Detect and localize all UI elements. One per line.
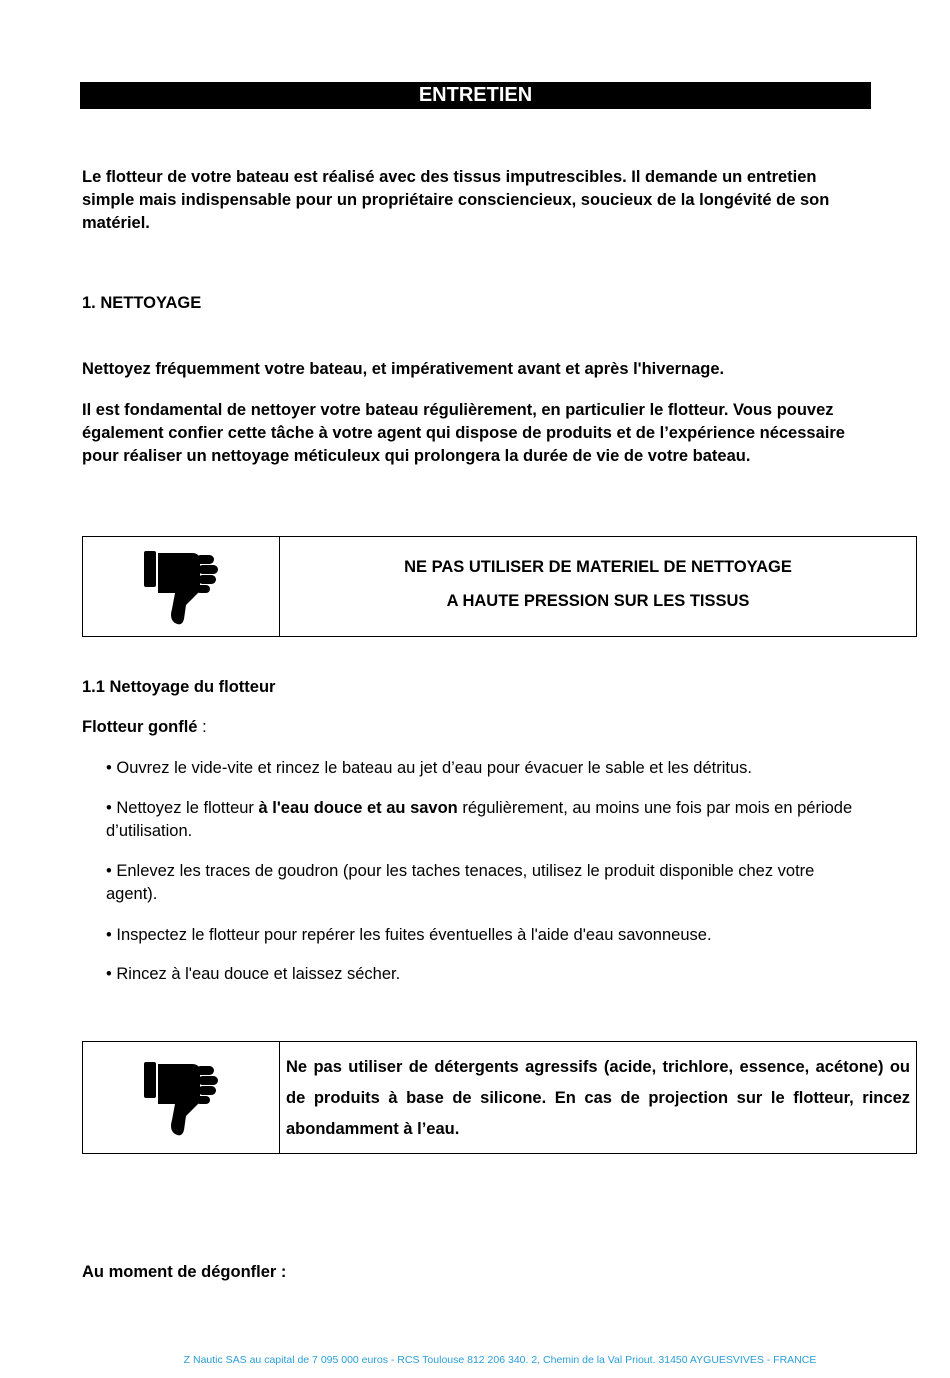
warning-line-1: NE PAS UTILISER DE MATERIEL DE NETTOYAGE (404, 558, 792, 576)
list-item-suffix: régulièrement, au moins une fois par mois en période d’utilisation. (106, 799, 853, 840)
thumbs-down-icon (142, 1058, 220, 1138)
section-heading-float-cleaning: 1.1 Nettoyage du flotteur (82, 678, 276, 696)
warning-line-2: A HAUTE PRESSION SUR LES TISSUS (446, 592, 750, 610)
float-inflated-heading (82, 716, 872, 739)
float-inflated-label: Flotteur gonflé (82, 718, 198, 736)
list-item (106, 797, 866, 843)
float-inflated-colon: : (197, 718, 207, 736)
section-heading-nettoyage: 1. NETTOYAGE (82, 294, 202, 312)
list-item: • Ouvrez le vide-vite et rincez le bateau au jet d’eau pour évacuer le sable et les détritus. (106, 759, 752, 777)
warning-text-cell (280, 1042, 916, 1153)
warning-detergents-text: Ne pas utiliser de détergents agressifs (acide, trichlore, essence, acétone) ou de produits à base de silicone. En cas de projection sur le flotteur, rincez abondamment à l’eau. (286, 1058, 910, 1138)
warning-text-cell (280, 537, 916, 636)
cleaning-frequency-text: Nettoyez fréquemment votre bateau, et impérativement avant et après l'hivernage. (82, 360, 725, 378)
warning-icon-cell (83, 1042, 280, 1153)
warning-box-pressure (82, 536, 917, 637)
warning-box-detergents (82, 1041, 917, 1154)
page-footer: Z Nautic SAS au capital de 7 095 000 euros - RCS Toulouse 812 206 340. 2, Chemin de la Val Priout. 31450 AYGUESVIVES - FRANCE (183, 1354, 817, 1366)
list-item: • Enlevez les traces de goudron (pour les taches tenaces, utilisez le produit disponible chez votre agent). (106, 862, 815, 903)
list-item: • Inspectez le flotteur pour repérer les fuites éventuelles à l'aide d'eau savonneuse. (106, 926, 712, 944)
list-item: • Rincez à l'eau douce et laissez sécher. (106, 965, 401, 983)
warning-icon-cell (83, 537, 280, 636)
intro-paragraph: Le flotteur de votre bateau est réalisé avec des tissus imputrescibles. Il demande un entretien simple mais indispensable pour un propriétaire consciencieux, soucieux de la longévité de son matériel. (82, 168, 830, 232)
thumbs-down-icon (142, 547, 220, 627)
list-item-emphasis: à l'eau douce et au savon (258, 799, 458, 817)
list-item-prefix: • Nettoyez le flotteur (106, 799, 259, 817)
section-heading-deflate: Au moment de dégonfler : (82, 1263, 287, 1281)
page-title: ENTRETIEN (418, 84, 533, 106)
page-title-banner (80, 82, 871, 109)
cleaning-paragraph: Il est fondamental de nettoyer votre bateau régulièrement, en particulier le flotteur. Vous pouvez également confier cette tâche à votre agent qui dispose de produits et de l’expérience nécessaire pour réaliser un nettoyage méticuleux qui prolongera la durée de vie de votre bateau. (82, 401, 845, 465)
